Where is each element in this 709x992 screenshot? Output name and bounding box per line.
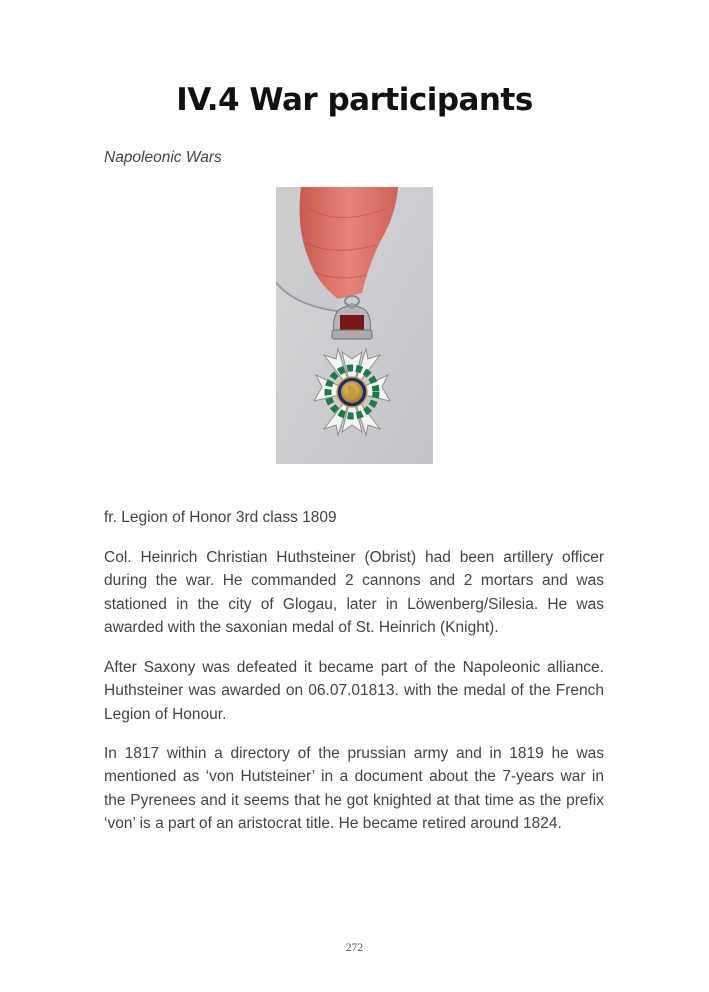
page-title: IV.4 War participants bbox=[176, 82, 533, 118]
medal-photo bbox=[276, 187, 433, 464]
section-subtitle: Napoleonic Wars bbox=[104, 149, 222, 166]
paragraph-3: In 1817 within a directory of the prussian army and in 1819 he was mentioned as ‘von Hutsteiner’ in a document about the 7-years war in the Pyrenees and it seems that he got knighted at that time as the prefix ‘von’ is a part of an aristocrat title. He became retired around 1824. bbox=[104, 745, 604, 832]
paragraph-1: Col. Heinrich Christian Huthsteiner (Obrist) had been artillery officer during the war. He commanded 2 cannons and 2 mortars and was stationed in the city of Glogau, later in Löwenberg/Silesia. He was awarded with the saxonian medal of St. Heinrich (Knight). bbox=[104, 549, 604, 636]
medal-caption: fr. Legion of Honor 3rd class 1809 bbox=[104, 509, 337, 526]
paragraph-2: After Saxony was defeated it became part of the Napoleonic alliance. Huthsteiner was awarded on 06.07.01813. with the medal of the French Legion of Honour. bbox=[104, 659, 604, 723]
page-number: 272 bbox=[345, 942, 364, 954]
legion-of-honor-medal-illustration bbox=[276, 187, 433, 464]
